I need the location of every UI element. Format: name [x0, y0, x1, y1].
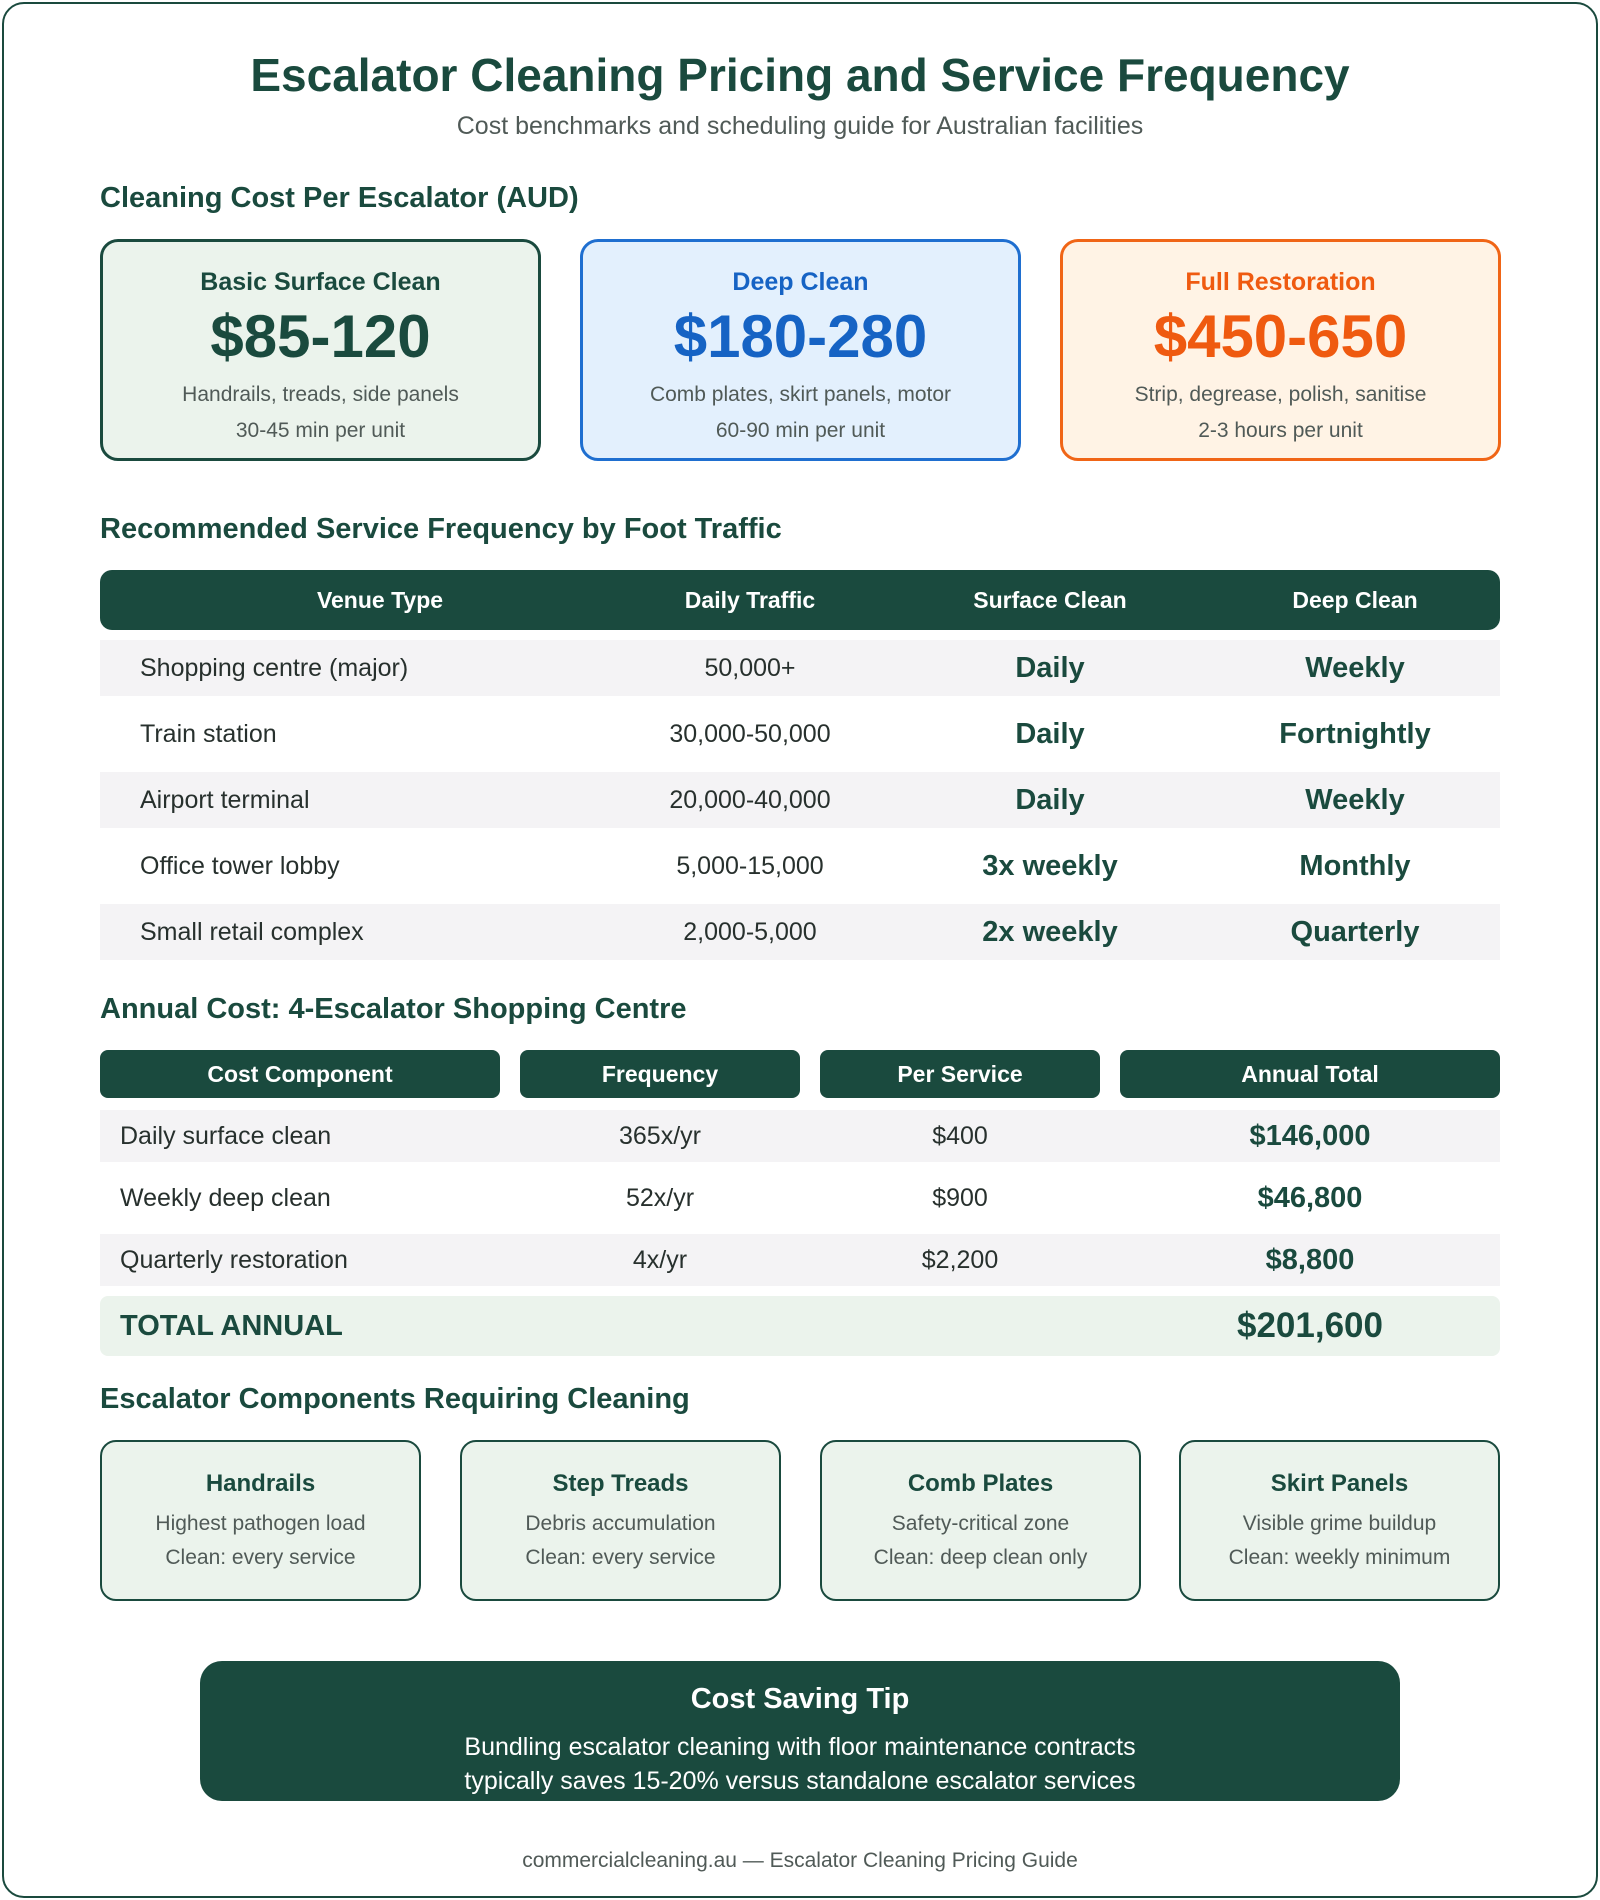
component-card-name: Handrails — [205, 1470, 316, 1497]
price-card-description: Handrails, treads, side panels — [182, 383, 459, 406]
annual-heading: Annual Cost: 4-Escalator Shopping Centre — [100, 993, 687, 1025]
component-cell: Daily surface clean — [120, 1122, 332, 1150]
table-row — [100, 904, 1500, 960]
table-row — [100, 772, 1500, 828]
table-row — [100, 706, 1500, 762]
pricing-heading: Cleaning Cost Per Escalator (AUD) — [100, 182, 579, 214]
venue-cell: Office tower lobby — [140, 852, 340, 880]
table-row — [100, 640, 1500, 696]
component-card-comb-plates — [820, 1440, 1141, 1601]
total-annual-value: $201,600 — [1237, 1306, 1383, 1345]
footer-text: commercialcleaning.au — Escalator Cleaning Pricing Guide — [522, 1849, 1078, 1872]
column-header-deep: Deep Clean — [1292, 587, 1418, 613]
column-header-traffic: Daily Traffic — [684, 587, 816, 613]
traffic-cell: 20,000-40,000 — [669, 786, 831, 814]
frequency-table-header — [100, 570, 1500, 630]
annual-total-cell: $46,800 — [1257, 1182, 1363, 1214]
component-card-description: Highest pathogen load — [155, 1512, 366, 1535]
components-heading: Escalator Components Requiring Cleaning — [100, 1383, 690, 1415]
component-card-skirt-panels — [1179, 1440, 1500, 1601]
component-card-schedule: Clean: deep clean only — [873, 1546, 1088, 1569]
column-header-surface: Surface Clean — [973, 587, 1127, 613]
frequency-cell: 365x/yr — [619, 1122, 701, 1150]
venue-cell: Train station — [140, 720, 277, 748]
component-card-name: Step Treads — [552, 1470, 689, 1497]
traffic-cell: 30,000-50,000 — [669, 720, 831, 748]
deep-clean-cell: Quarterly — [1290, 916, 1420, 948]
traffic-cell: 2,000-5,000 — [683, 918, 817, 946]
frequency-cell: 52x/yr — [625, 1184, 695, 1212]
column-header-frequency: Frequency — [520, 1050, 800, 1098]
price-card-duration: 30-45 min per unit — [235, 419, 406, 442]
component-card-name: Skirt Panels — [1270, 1470, 1409, 1497]
annual-total-cell: $146,000 — [1249, 1120, 1371, 1152]
surface-clean-cell: Daily — [1015, 652, 1085, 684]
surface-clean-cell: 2x weekly — [982, 916, 1118, 948]
deep-clean-cell: Fortnightly — [1279, 718, 1431, 750]
deep-clean-cell: Weekly — [1305, 652, 1405, 684]
component-card-handrails — [100, 1440, 421, 1601]
annual-total-row — [100, 1296, 1500, 1356]
page-title: Escalator Cleaning Pricing and Service Frequency — [250, 49, 1350, 101]
price-card-restoration — [1060, 239, 1501, 461]
component-card-description: Debris accumulation — [525, 1512, 716, 1535]
component-card-description: Safety-critical zone — [891, 1512, 1070, 1535]
price-card-duration: 60-90 min per unit — [715, 419, 886, 442]
total-annual-label: TOTAL ANNUAL — [120, 1310, 343, 1342]
frequency-heading: Recommended Service Frequency by Foot Traffic — [100, 513, 782, 545]
table-row — [100, 1234, 1500, 1286]
price-card-name: Basic Surface Clean — [200, 268, 441, 296]
component-card-schedule: Clean: every service — [165, 1546, 356, 1569]
price-card-description: Strip, degrease, polish, sanitise — [1134, 383, 1427, 406]
component-card-name: Comb Plates — [907, 1470, 1054, 1497]
price-card-basic — [100, 239, 541, 461]
traffic-cell: 50,000+ — [704, 654, 796, 682]
column-header-venue: Venue Type — [316, 587, 444, 613]
per-service-cell: $400 — [932, 1122, 988, 1150]
traffic-cell: 5,000-15,000 — [676, 852, 824, 880]
price-card-deep — [580, 239, 1021, 461]
component-card-schedule: Clean: every service — [525, 1546, 716, 1569]
surface-clean-cell: 3x weekly — [982, 850, 1118, 882]
component-card-step-treads — [460, 1440, 781, 1601]
column-header-per-service: Per Service — [820, 1050, 1100, 1098]
surface-clean-cell: Daily — [1015, 784, 1085, 816]
deep-clean-cell: Monthly — [1299, 850, 1411, 882]
page-subtitle: Cost benchmarks and scheduling guide for Australian facilities — [456, 112, 1144, 140]
price-card-price: $450-650 — [1153, 303, 1408, 370]
component-card-schedule: Clean: weekly minimum — [1228, 1546, 1451, 1569]
tip-title: Cost Saving Tip — [690, 1683, 910, 1715]
price-card-price: $180-280 — [673, 303, 928, 370]
per-service-cell: $2,200 — [921, 1246, 999, 1274]
annual-total-cell: $8,800 — [1265, 1244, 1355, 1276]
table-row — [100, 1110, 1500, 1162]
price-card-price: $85-120 — [210, 303, 431, 370]
column-header-annual-total: Annual Total — [1120, 1050, 1500, 1098]
component-card-description: Visible grime buildup — [1242, 1512, 1437, 1535]
table-row — [100, 1172, 1500, 1224]
tip-text-line: Bundling escalator cleaning with floor maintenance contracts — [464, 1733, 1136, 1761]
price-card-description: Comb plates, skirt panels, motor — [649, 383, 952, 406]
venue-cell: Airport terminal — [140, 786, 310, 814]
price-card-name: Full Restoration — [1185, 268, 1376, 296]
component-cell: Weekly deep clean — [120, 1184, 331, 1212]
table-row — [100, 838, 1500, 894]
component-cell: Quarterly restoration — [120, 1246, 348, 1274]
venue-cell: Shopping centre (major) — [140, 654, 409, 682]
frequency-cell: 4x/yr — [632, 1246, 688, 1274]
column-header-component: Cost Component — [100, 1050, 500, 1098]
deep-clean-cell: Weekly — [1305, 784, 1405, 816]
cost-saving-tip — [200, 1661, 1400, 1801]
price-card-duration: 2-3 hours per unit — [1198, 419, 1363, 442]
price-card-name: Deep Clean — [732, 268, 869, 296]
venue-cell: Small retail complex — [140, 918, 364, 946]
surface-clean-cell: Daily — [1015, 718, 1085, 750]
per-service-cell: $900 — [932, 1184, 988, 1212]
tip-text-line: typically saves 15-20% versus standalone escalator services — [464, 1767, 1136, 1795]
